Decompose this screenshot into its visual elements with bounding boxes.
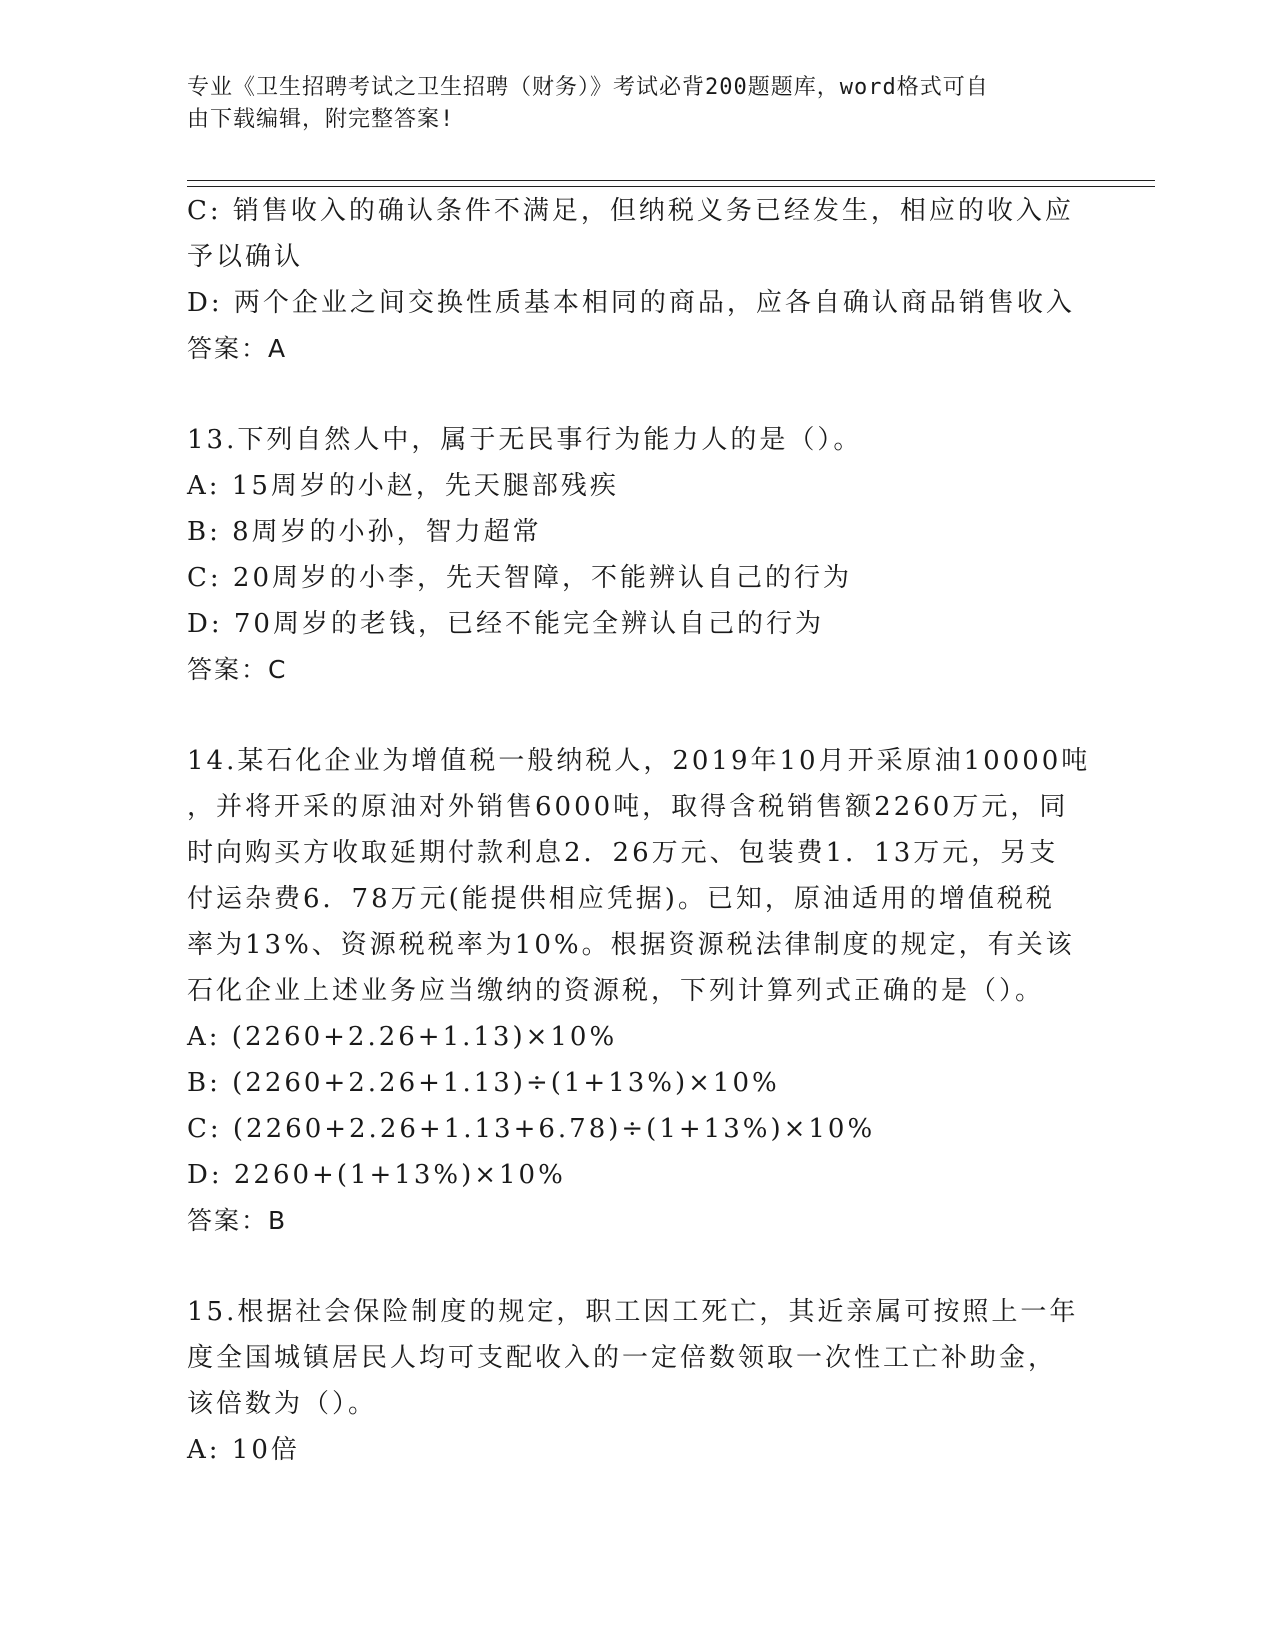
q14-question-line-5: 率为13%、资源税税率为10%。根据资源税法律制度的规定，有关该: [187, 930, 1075, 960]
q13-option-a: A: 15周岁的小赵，先天腿部残疾: [187, 471, 619, 501]
q14-question-line-3: 时向购买方收取延期付款利息2．26万元、包装费1．13万元，另支: [187, 838, 1059, 868]
q12-option-c-line-1: C: 销售收入的确认条件不满足，但纳税义务已经发生，相应的收入应: [187, 196, 1074, 226]
spacer: [187, 693, 1087, 738]
question-12-continued: [187, 188, 1087, 372]
q13-answer: 答案：C: [187, 655, 288, 684]
q12-option-d: D: 两个企业之间交换性质基本相同的商品，应各自确认商品销售收入: [187, 288, 1075, 318]
header-title-line-1: 专业《卫生招聘考试之卫生招聘（财务）》考试必背200题题库，word格式可自: [187, 75, 989, 100]
header-divider-top: [187, 180, 1155, 181]
q14-answer: 答案：B: [187, 1206, 288, 1235]
header-title-line-2: 由下载编辑，附完整答案!: [187, 107, 455, 132]
spacer: [187, 1244, 1087, 1289]
q13-option-d: D: 70周岁的老钱，已经不能完全辨认自己的行为: [187, 609, 824, 639]
q13-question: 13.下列自然人中，属于无民事行为能力人的是（）。: [187, 425, 863, 455]
question-14: [187, 738, 1091, 1244]
q14-option-b: B: (2260+2.26+1.13)÷(1+13%)×10%: [187, 1068, 780, 1098]
q15-question-line-3: 该倍数为（）。: [187, 1389, 378, 1419]
header-divider-bottom: [187, 186, 1155, 187]
q12-option-c-line-2: 予以确认: [187, 242, 304, 272]
q14-question-line-4: 付运杂费6．78万元(能提供相应凭据)。已知，原油适用的增值税税: [187, 884, 1055, 914]
document-body: [187, 188, 1091, 1473]
question-15: [187, 1289, 1087, 1473]
spacer: [187, 372, 1087, 417]
question-13: [187, 417, 1087, 693]
q12-answer: 答案：A: [187, 334, 288, 363]
q15-option-a: A: 10倍: [187, 1435, 300, 1465]
q13-option-c: C: 20周岁的小李，先天智障，不能辨认自己的行为: [187, 563, 853, 593]
q15-question-line-2: 度全国城镇居民人均可支配收入的一定倍数领取一次性工亡补助金，: [187, 1343, 1058, 1373]
q14-option-c: C: (2260+2.26+1.13+6.78)÷(1+13%)×10%: [187, 1114, 876, 1144]
q14-question-line-2: ，并将开采的原油对外销售6000吨，取得含税销售额2260万元，同: [187, 792, 1069, 822]
q15-question-line-1: 15.根据社会保险制度的规定，职工因工死亡，其近亲属可按照上一年: [187, 1297, 1079, 1327]
document-header: [187, 72, 1067, 136]
q14-option-d: D: 2260+(1+13%)×10%: [187, 1160, 566, 1190]
q14-question-line-1: 14.某石化企业为增值税一般纳税人，2019年10月开采原油10000吨: [187, 746, 1091, 776]
q13-option-b: B: 8周岁的小孙，智力超常: [187, 517, 542, 547]
q14-option-a: A: (2260+2.26+1.13)×10%: [187, 1022, 618, 1052]
q14-question-line-6: 石化企业上述业务应当缴纳的资源税，下列计算列式正确的是（）。: [187, 976, 1045, 1006]
